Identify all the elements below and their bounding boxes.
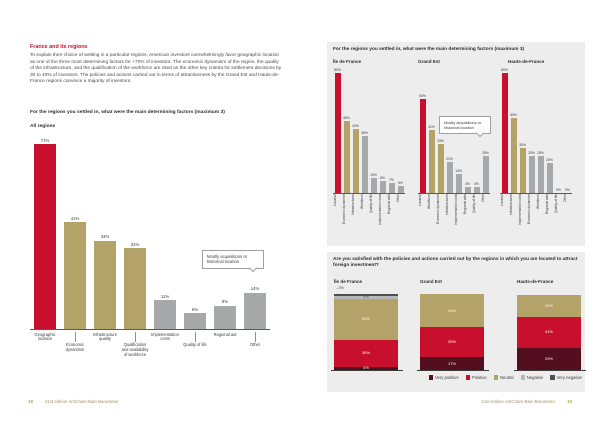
bar-value-label: 0% — [556, 188, 561, 192]
x-axis-label-infrastructures: Infrastructures — [445, 194, 449, 216]
x-axis-label-workforce: Workforce — [360, 194, 364, 209]
bar — [502, 73, 508, 193]
ge-stacked-bar — [420, 294, 484, 370]
bar-value-label: 80% — [334, 68, 341, 72]
bar-other — [396, 181, 405, 194]
annotation-text: Mostly acquisitions or historical location — [444, 120, 482, 130]
bar — [353, 129, 359, 194]
bar — [429, 130, 435, 193]
bar-value-label: 42% — [428, 125, 435, 129]
all-regions-x-axis-labels — [30, 330, 270, 357]
top-panel-title: For the regions you settled in, what were the main determining factors (maximum 3) — [333, 47, 525, 52]
bar-value-label: 50% — [510, 113, 517, 117]
region-header-grand-est: Grand Est — [418, 59, 440, 64]
bar-implementation-costs — [518, 143, 527, 193]
legend-swatch-very-negative — [550, 375, 555, 380]
bar — [474, 187, 480, 193]
bar — [456, 174, 462, 194]
bar-location — [500, 68, 509, 193]
bar-value-label: 30% — [519, 143, 526, 147]
bar — [529, 156, 535, 194]
segment-positive — [334, 340, 398, 367]
bar-value-label: 48% — [343, 116, 350, 120]
ile-de-france-bar-chart — [333, 59, 407, 238]
bar-value-label: 34% — [100, 234, 110, 240]
segment-value-label: 53% — [361, 316, 370, 322]
bar-infrastructure-quality — [90, 234, 120, 329]
legend-label: Neutral — [500, 375, 514, 380]
bar-regional-aids — [545, 158, 554, 193]
segment-value-label: 4% — [363, 365, 369, 371]
stack-wrap — [334, 294, 408, 370]
bar-implementation-costs — [454, 169, 463, 194]
bar-implementation-costs — [150, 294, 180, 329]
bar-value-label: 21% — [446, 156, 453, 161]
segment-neutral — [517, 295, 581, 317]
bar-qualification-and-availability-of-workforce — [120, 242, 150, 329]
bar-value-label: 0% — [565, 188, 570, 192]
bar-value-label: 13% — [455, 168, 462, 173]
ile-de-france-stacked-chart — [334, 279, 408, 371]
legend-label: Negative — [526, 375, 544, 380]
bar-value-label: 80% — [501, 68, 508, 72]
x-axis-label-economic-dynamism: Economic dynamism — [60, 343, 90, 357]
segment-positive — [420, 327, 484, 357]
legend-item-negative — [521, 375, 544, 380]
annotation-callout-grand-est-other — [439, 116, 491, 134]
x-axis-label-regional-aids: Regional aids — [463, 194, 467, 214]
bar-value-label: 7% — [389, 177, 394, 182]
bar-value-label: 6% — [191, 306, 199, 312]
right-page — [300, 0, 600, 424]
bar — [64, 222, 86, 329]
bar-value-label: 41% — [70, 215, 80, 221]
stack-wrap — [420, 294, 494, 370]
bar — [538, 156, 544, 194]
chart-question: For the regions you settled in, what were the main determining factors (maximum 3) — [30, 110, 225, 115]
all-regions-plot-area — [30, 134, 270, 330]
bar — [344, 121, 350, 193]
x-axis-label-regional-aids: Regional aids — [387, 194, 391, 214]
annotation-text: Mostly acquisitions or historical location — [207, 254, 248, 265]
region-header-ile-de-france: Île de France — [334, 279, 363, 284]
grand-est-bar-chart — [418, 59, 492, 238]
segment-neutral — [420, 294, 484, 327]
x-axis-label-quality-of-life: Quality of life — [472, 194, 476, 214]
bar-value-label: 63% — [419, 93, 426, 98]
bar — [465, 187, 471, 193]
bar — [34, 144, 56, 329]
x-axis-label-location: Location — [418, 194, 422, 207]
page-number: 18 — [28, 399, 33, 404]
bar-location — [418, 94, 427, 194]
x-axis-label-other: Other — [240, 343, 270, 357]
x-axis-label-economic-dynamism: Economic dynamism — [342, 194, 346, 225]
region-header-hauts-de-france: Hauts-de-France — [517, 279, 554, 284]
bar-geographic-location — [30, 138, 60, 329]
bar-value-label: 25% — [482, 150, 489, 155]
bar-location — [333, 68, 342, 193]
bar-value-label: 33% — [437, 138, 444, 143]
hdf-stacked-bar — [517, 295, 581, 370]
bar-other — [240, 286, 270, 329]
x-axis-label-qualification-and-availability-of-workforce: Qualification and availability of workforce — [121, 342, 149, 357]
bar-value-label: 10% — [370, 173, 377, 177]
legend-label: Very positive — [434, 375, 459, 380]
segment-value-label: 44% — [447, 307, 456, 313]
all-regions-bar-chart — [30, 134, 270, 357]
bar-value-label: 25% — [537, 150, 544, 155]
bar — [335, 73, 341, 193]
bar — [124, 248, 146, 329]
page-number: 19 — [567, 399, 572, 404]
x-axis-label-economic-dynamism: Economic dynamism — [436, 194, 440, 225]
stack-wrap — [517, 294, 591, 370]
x-axis-label-other: Other — [563, 194, 567, 203]
segment-positive — [517, 317, 581, 348]
bar-implementation-costs — [378, 176, 387, 193]
legend-label: Positive — [472, 375, 487, 380]
segment-very-positive — [420, 357, 484, 370]
legend-swatch-positive — [466, 375, 471, 380]
bar-economic-dynamism — [436, 139, 445, 194]
bar-value-label: 14% — [250, 286, 260, 292]
body-paragraph: To explain their choice of settling in a particular regions, American investors overwhelmingly favor geographic location as one of the three most determining factors for +70% of investors. The economic dynamism of the region, the quality of the infrastructure, and the qualification of the workforce are cited as the other key criteria for settlement decisions by 30 to 40% of investors. The policies and actions carried out in terms of attractiveness by the Grand Est and Hauts-de-France regions convince a majority of investors. — [30, 53, 282, 84]
legend-item-neutral — [494, 375, 514, 380]
bar — [438, 144, 444, 194]
bar-value-label: 4% — [474, 182, 479, 186]
legend-swatch-negative — [521, 375, 526, 380]
segment-very-positive — [517, 348, 581, 370]
bar-value-label: 20% — [546, 158, 553, 162]
hdf-x-axis-labels — [500, 194, 574, 238]
bar — [420, 99, 426, 194]
x-axis-label-other: Other — [481, 194, 485, 203]
x-axis-label-regional-aids: Regional aids — [545, 194, 549, 214]
bar-other — [563, 188, 572, 193]
bar — [483, 156, 489, 194]
x-axis-label-geographic-location: Geographic location — [34, 331, 56, 342]
bar — [389, 183, 395, 194]
hauts-de-france-stacked-chart — [517, 279, 591, 371]
legend-swatch-neutral — [494, 375, 499, 380]
bar-infrastructures — [509, 113, 518, 193]
footer-text: 21st edition AmCham-Bain Barometer — [481, 399, 556, 404]
x-axis-label-quality-of-life: Quality of life — [554, 194, 558, 214]
x-axis-label-infrastructures: Infrastructures — [509, 194, 513, 216]
bar-value-label: 31% — [130, 241, 140, 247]
x-axis-label-implementation-costs: Implementation costs — [151, 331, 179, 342]
bar-value-label: 8% — [380, 176, 385, 180]
bar — [371, 178, 377, 193]
segment-value-label: 17% — [447, 360, 456, 366]
bar — [380, 181, 386, 193]
x-axis-label-quality-of-life: Quality of life — [180, 343, 210, 357]
x-axis-label-location: Location — [500, 194, 504, 207]
legend-item-positive — [466, 375, 487, 380]
axis-line — [514, 370, 586, 371]
bar-regional-aid — [210, 299, 240, 329]
segment-value-label: 5% — [363, 294, 369, 300]
segment-value-label: 29% — [544, 302, 553, 308]
region-header-hauts-de-france: Hauts-de-France — [508, 59, 545, 64]
bar — [244, 293, 266, 329]
bar-value-label: 25% — [528, 150, 535, 155]
x-axis-label-infrastructure-quality: Infrastructure quality — [92, 331, 118, 342]
segment-value-label: 29% — [544, 355, 553, 361]
right-page-footer — [481, 399, 572, 404]
bar-other — [481, 151, 490, 194]
x-axis-label-regional-aid: Regional aid — [213, 331, 237, 337]
segment-value-label: 36% — [361, 350, 370, 356]
bar — [154, 300, 176, 329]
bar — [547, 163, 553, 193]
annotation-callout-other — [202, 250, 264, 269]
bar-value-label: 5% — [398, 180, 403, 185]
bar-workforce — [427, 125, 436, 193]
x-axis-label-economic-dynamism: Economic dynamism — [527, 194, 531, 225]
grand-est-stacked-chart — [420, 279, 494, 371]
hauts-de-france-bar-chart — [500, 59, 574, 238]
legend-swatch-very-positive — [429, 375, 434, 380]
idf-x-axis-labels — [333, 194, 407, 238]
section-heading: France and its regions — [30, 44, 88, 50]
bar-economic-dynamism — [527, 151, 536, 194]
legend-item-very-positive — [429, 375, 459, 380]
x-axis-label-implementation-costs: Implementation costs — [518, 194, 522, 226]
bar-value-label: 71% — [40, 137, 50, 143]
segment-value-label: 41% — [544, 329, 553, 335]
segment-value-label: 39% — [447, 339, 456, 345]
idf-plot-area — [333, 67, 405, 194]
bar — [94, 241, 116, 329]
region-header-grand-est: Grand Est — [420, 279, 442, 284]
bar-value-label: 11% — [160, 293, 170, 299]
bar-economic-dynamism — [60, 216, 90, 329]
satisfaction-panel — [327, 252, 585, 392]
bottom-panel-title: Are you satisfied with the policies and actions carried out by the regions in which you are located to attract foreign investment? — [333, 257, 578, 269]
bar — [214, 306, 236, 329]
footer-text: 21st edition AmCham-Bain Barometer — [44, 399, 119, 404]
bar-infrastructures — [351, 124, 360, 194]
bar — [184, 313, 206, 329]
x-axis-label-implementation-costs: Implementation costs — [454, 194, 458, 226]
bar-quality-of-life — [369, 173, 378, 193]
segment-very-positive — [334, 367, 398, 370]
bar-workforce — [360, 131, 369, 193]
bar-regional-aids — [463, 182, 472, 193]
x-axis-label-workforce: Workforce — [536, 194, 540, 209]
bar — [520, 148, 526, 193]
bar-quality-of-life — [472, 182, 481, 193]
x-axis-label-location: Location — [333, 194, 337, 207]
bar-quality-of-life — [180, 307, 210, 329]
bar-value-label: 4% — [465, 182, 470, 186]
chart-subtitle-all-regions: All regions — [30, 124, 56, 129]
bar-value-label: 43% — [352, 123, 359, 128]
bar-value-label: 38% — [361, 131, 368, 135]
bar — [362, 136, 368, 193]
bar-economic-dynamism — [342, 116, 351, 193]
very-negative-outside-label: - 2% — [336, 285, 344, 290]
determining-factors-panel — [327, 42, 585, 246]
x-axis-label-other: Other — [396, 194, 400, 203]
x-axis-label-workforce: Workforce — [427, 194, 431, 209]
bar — [447, 162, 453, 194]
idf-stacked-bar — [334, 294, 398, 370]
segment-neutral — [334, 299, 398, 339]
legend-label: Very negative — [556, 375, 582, 380]
hdf-plot-area — [500, 67, 572, 194]
ge-x-axis-labels — [418, 194, 492, 238]
x-axis-label-implementation-costs: Implementation costs — [378, 194, 382, 226]
region-header-ile-de-france: Île de France — [333, 59, 362, 64]
left-page-footer — [28, 399, 119, 404]
bar-infrastructures — [445, 157, 454, 194]
bar-workforce — [536, 151, 545, 194]
x-axis-label-quality-of-life: Quality of life — [369, 194, 373, 214]
bar — [398, 186, 404, 194]
legend-item-very-negative — [550, 375, 582, 380]
axis-line — [417, 370, 489, 371]
bar — [511, 118, 517, 193]
x-axis-label-infrastructures: Infrastructures — [351, 194, 355, 216]
bar-regional-aids — [387, 178, 396, 194]
bar-quality-of-life — [554, 188, 563, 193]
satisfaction-legend — [429, 375, 582, 380]
bar-value-label: 9% — [221, 299, 229, 305]
